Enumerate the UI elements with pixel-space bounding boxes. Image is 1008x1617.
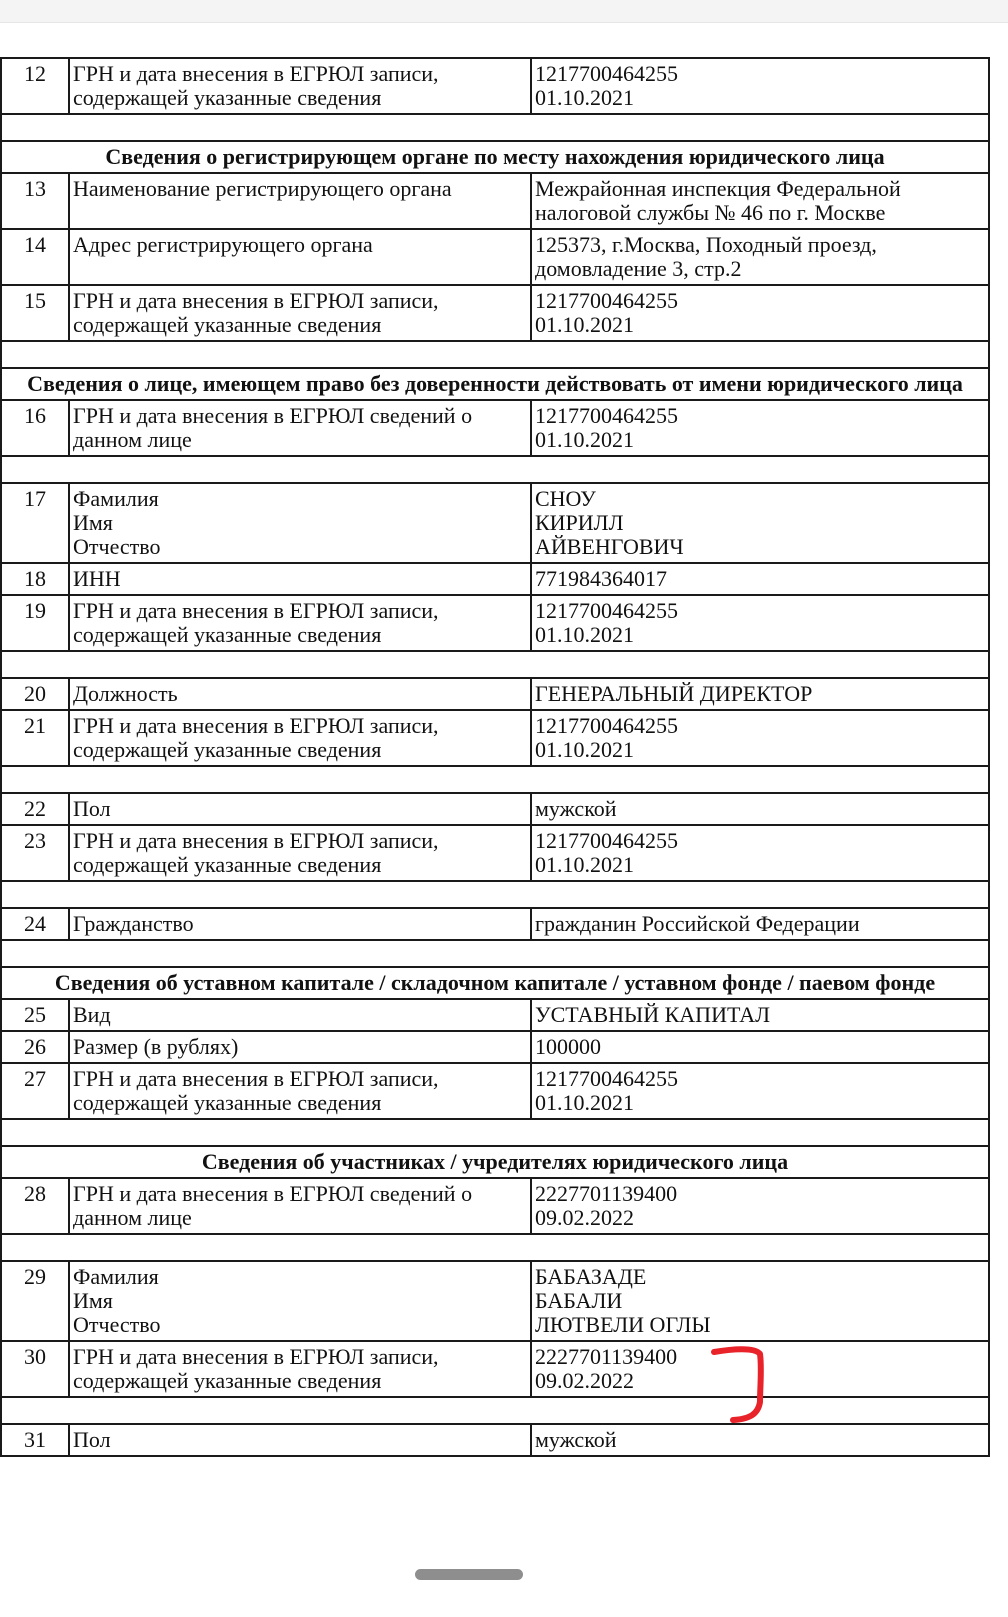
row-number: 14 bbox=[1, 229, 69, 285]
record-row bbox=[1, 710, 989, 766]
spacer-cell bbox=[1, 1234, 989, 1261]
field-value: мужской bbox=[531, 1424, 989, 1456]
spacer-cell bbox=[1, 940, 989, 967]
row-number: 19 bbox=[1, 595, 69, 651]
egrul-record-table bbox=[0, 57, 990, 1457]
section-title: Сведения о лице, имеющем право без доверенности действовать от имени юридического лица bbox=[1, 368, 989, 400]
field-value: 1217700464255 01.10.2021 bbox=[531, 710, 989, 766]
spacer-cell bbox=[1, 456, 989, 483]
field-value: мужской bbox=[531, 793, 989, 825]
spacer-cell bbox=[1, 1119, 989, 1146]
field-label: Наименование регистрирующего органа bbox=[69, 173, 531, 229]
section-header-row bbox=[1, 141, 989, 173]
row-number: 13 bbox=[1, 173, 69, 229]
row-number: 30 bbox=[1, 1341, 69, 1397]
spacer-row bbox=[1, 1234, 989, 1261]
field-label: Пол bbox=[69, 793, 531, 825]
record-row bbox=[1, 1063, 989, 1119]
top-status-strip bbox=[0, 0, 1008, 23]
record-row bbox=[1, 1178, 989, 1234]
row-number: 24 bbox=[1, 908, 69, 940]
record-row bbox=[1, 595, 989, 651]
row-number: 25 bbox=[1, 999, 69, 1031]
field-label: Вид bbox=[69, 999, 531, 1031]
field-label: ГРН и дата внесения в ЕГРЮЛ записи, содержащей указанные сведения bbox=[69, 825, 531, 881]
field-value: 2227701139400 09.02.2022 bbox=[531, 1178, 989, 1234]
record-row bbox=[1, 173, 989, 229]
spacer-cell bbox=[1, 341, 989, 368]
field-label: Должность bbox=[69, 678, 531, 710]
spacer-row bbox=[1, 940, 989, 967]
field-label: Фамилия Имя Отчество bbox=[69, 1261, 531, 1341]
row-number: 28 bbox=[1, 1178, 69, 1234]
field-label: ГРН и дата внесения в ЕГРЮЛ записи, содержащей указанные сведения bbox=[69, 595, 531, 651]
record-row bbox=[1, 678, 989, 710]
section-title: Сведения о регистрирующем органе по месту нахождения юридического лица bbox=[1, 141, 989, 173]
field-value: 1217700464255 01.10.2021 bbox=[531, 825, 989, 881]
record-row bbox=[1, 1341, 989, 1397]
row-number: 31 bbox=[1, 1424, 69, 1456]
field-label: ГРН и дата внесения в ЕГРЮЛ записи, содержащей указанные сведения bbox=[69, 1063, 531, 1119]
spacer-row bbox=[1, 1119, 989, 1146]
row-number: 22 bbox=[1, 793, 69, 825]
record-row bbox=[1, 999, 989, 1031]
field-value: 2227701139400 09.02.2022 bbox=[531, 1341, 989, 1397]
section-header-row bbox=[1, 1146, 989, 1178]
field-value: 100000 bbox=[531, 1031, 989, 1063]
field-value: 1217700464255 01.10.2021 bbox=[531, 1063, 989, 1119]
record-row bbox=[1, 563, 989, 595]
record-row bbox=[1, 58, 989, 114]
field-label: Фамилия Имя Отчество bbox=[69, 483, 531, 563]
field-label: Адрес регистрирующего органа bbox=[69, 229, 531, 285]
record-row bbox=[1, 229, 989, 285]
spacer-row bbox=[1, 651, 989, 678]
home-indicator-bar[interactable] bbox=[415, 1569, 523, 1580]
row-number: 23 bbox=[1, 825, 69, 881]
field-value: гражданин Российской Федерации bbox=[531, 908, 989, 940]
section-header-row bbox=[1, 368, 989, 400]
section-title: Сведения об участниках / учредителях юридического лица bbox=[1, 1146, 989, 1178]
row-number: 29 bbox=[1, 1261, 69, 1341]
field-label: Гражданство bbox=[69, 908, 531, 940]
row-number: 26 bbox=[1, 1031, 69, 1063]
row-number: 16 bbox=[1, 400, 69, 456]
spacer-row bbox=[1, 114, 989, 141]
field-value: ГЕНЕРАЛЬНЫЙ ДИРЕКТОР bbox=[531, 678, 989, 710]
row-number: 21 bbox=[1, 710, 69, 766]
record-row bbox=[1, 908, 989, 940]
row-number: 20 bbox=[1, 678, 69, 710]
record-row bbox=[1, 793, 989, 825]
row-number: 18 bbox=[1, 563, 69, 595]
spacer-cell bbox=[1, 114, 989, 141]
field-label: ГРН и дата внесения в ЕГРЮЛ записи, содержащей указанные сведения bbox=[69, 285, 531, 341]
record-row bbox=[1, 285, 989, 341]
spacer-row bbox=[1, 1397, 989, 1424]
field-value: 1217700464255 01.10.2021 bbox=[531, 595, 989, 651]
field-value: 771984364017 bbox=[531, 563, 989, 595]
field-value: 1217700464255 01.10.2021 bbox=[531, 400, 989, 456]
row-number: 15 bbox=[1, 285, 69, 341]
field-label: Пол bbox=[69, 1424, 531, 1456]
spacer-cell bbox=[1, 1397, 989, 1424]
field-value: 1217700464255 01.10.2021 bbox=[531, 58, 989, 114]
spacer-cell bbox=[1, 766, 989, 793]
field-value: 1217700464255 01.10.2021 bbox=[531, 285, 989, 341]
field-label: ИНН bbox=[69, 563, 531, 595]
row-number: 27 bbox=[1, 1063, 69, 1119]
record-row bbox=[1, 1424, 989, 1456]
field-value: 125373, г.Москва, Походный проезд, домовладение 3, стр.2 bbox=[531, 229, 989, 285]
row-number: 12 bbox=[1, 58, 69, 114]
spacer-row bbox=[1, 766, 989, 793]
section-title: Сведения об уставном капитале / складочном капитале / уставном фонде / паевом фонде bbox=[1, 967, 989, 999]
field-label: Размер (в рублях) bbox=[69, 1031, 531, 1063]
record-row bbox=[1, 483, 989, 563]
section-header-row bbox=[1, 967, 989, 999]
spacer-row bbox=[1, 341, 989, 368]
field-label: ГРН и дата внесения в ЕГРЮЛ записи, содержащей указанные сведения bbox=[69, 710, 531, 766]
spacer-row bbox=[1, 881, 989, 908]
record-row bbox=[1, 1031, 989, 1063]
field-value: СНОУ КИРИЛЛ АЙВЕНГОВИЧ bbox=[531, 483, 989, 563]
row-number: 17 bbox=[1, 483, 69, 563]
field-label: ГРН и дата внесения в ЕГРЮЛ сведений о данном лице bbox=[69, 400, 531, 456]
record-row bbox=[1, 400, 989, 456]
spacer-cell bbox=[1, 651, 989, 678]
record-row bbox=[1, 1261, 989, 1341]
field-value: БАБАЗАДЕ БАБАЛИ ЛЮТВЕЛИ ОГЛЫ bbox=[531, 1261, 989, 1341]
field-value: УСТАВНЫЙ КАПИТАЛ bbox=[531, 999, 989, 1031]
field-label: ГРН и дата внесения в ЕГРЮЛ записи, содержащей указанные сведения bbox=[69, 1341, 531, 1397]
field-value: Межрайонная инспекция Федеральной налоговой службы № 46 по г. Москве bbox=[531, 173, 989, 229]
spacer-row bbox=[1, 456, 989, 483]
spacer-cell bbox=[1, 881, 989, 908]
record-row bbox=[1, 825, 989, 881]
field-label: ГРН и дата внесения в ЕГРЮЛ записи, содержащей указанные сведения bbox=[69, 58, 531, 114]
field-label: ГРН и дата внесения в ЕГРЮЛ сведений о данном лице bbox=[69, 1178, 531, 1234]
